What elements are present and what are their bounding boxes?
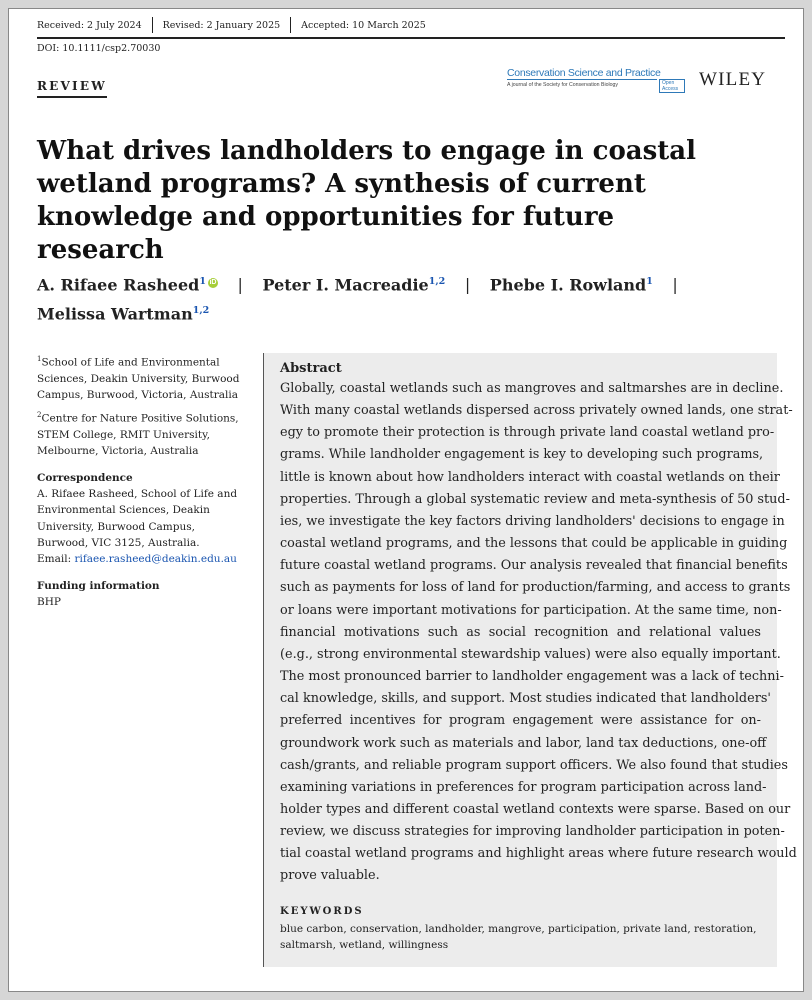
abstract-line: properties. Through a global systematic review and meta-synthesis of 50 stud- bbox=[280, 491, 790, 507]
author-affiliation-ref[interactable]: 1,2 bbox=[192, 305, 210, 317]
affiliation bbox=[37, 351, 247, 403]
abstract-line: The most pronounced barrier to landholder engagement was a lack of techni- bbox=[280, 669, 784, 685]
author-affiliation-ref[interactable]: 1,2 bbox=[428, 276, 446, 287]
journal-name: Conservation Science and Practice bbox=[507, 67, 661, 79]
journal-subtitle: A journal of the Society for Conservation Biology bbox=[507, 82, 619, 88]
abstract-line: egy to promote their protection is through private land coastal wetland pro- bbox=[280, 425, 775, 441]
logo-rule bbox=[507, 79, 657, 80]
author-name[interactable]: A. Rifaee Rasheed bbox=[37, 275, 200, 295]
abstract-line: such as payments for loss of land for production/farming, and access to grants bbox=[280, 580, 791, 596]
affiliation-text: Centre for Nature Positive Solutions, STEM College, RMIT University, Melbourne, Victoria, Australia bbox=[37, 412, 239, 458]
abstract-line: little is known about how landholders interact with coastal wetlands on their bbox=[280, 469, 780, 485]
author-name[interactable]: Peter I. Macreadie bbox=[262, 275, 429, 295]
abstract-body bbox=[280, 378, 797, 888]
publisher-logo[interactable]: WILEY bbox=[699, 69, 767, 90]
abstract-line: ies, we investigate the key factors driving landholders' decisions to engage in bbox=[280, 513, 785, 529]
abstract-line: coastal wetland programs, and the lessons that could be applicable in guiding bbox=[280, 536, 788, 552]
orcid-icon[interactable]: iD bbox=[209, 279, 217, 286]
divider bbox=[290, 17, 291, 33]
abstract-line: future coastal wetland programs. Our analysis revealed that financial benefits bbox=[280, 558, 788, 574]
funding-heading: Funding information bbox=[37, 579, 160, 592]
abstract-line: review, we discuss strategies for improving landholder participation in poten- bbox=[280, 824, 785, 840]
abstract-line: groundwork work such as materials and labor, land tax deductions, one-off bbox=[280, 735, 767, 751]
correspondence-heading: Correspondence bbox=[37, 471, 133, 484]
divider bbox=[152, 17, 153, 33]
abstract-line: examining variations in preferences for program participation across land- bbox=[280, 779, 767, 795]
affiliation-number: 2 bbox=[37, 411, 42, 420]
abstract-line: cash/grants, and reliable program support officers. We also found that studies bbox=[280, 757, 788, 773]
revised-date: Revised: 2 January 2025 bbox=[162, 19, 281, 31]
author-affiliation-ref[interactable]: 1 bbox=[199, 276, 206, 287]
abstract-line: tial coastal wetland programs and highlight areas where future research would bbox=[280, 846, 797, 862]
author-separator: | bbox=[464, 275, 471, 295]
article-info-column bbox=[37, 351, 247, 610]
article-title: What drives landholders to engage in coastal wetland programs? A synthesis of current knowledge and opportunities for future research bbox=[37, 136, 697, 265]
affiliation-number: 1 bbox=[37, 355, 42, 363]
email-label: Email: bbox=[37, 553, 75, 566]
abstract-line: financial motivations such as social recognition and relational values bbox=[280, 624, 761, 640]
abstract-line: (e.g., strong environmental stewardship values) were also equally important. bbox=[280, 646, 781, 662]
author-separator: | bbox=[237, 275, 243, 295]
abstract-line: or loans were important motivations for participation. At the same time, non- bbox=[280, 602, 782, 618]
keywords-heading: KEYWORDS bbox=[280, 905, 364, 917]
abstract-line: grams. While landholder engagement is key to developing such programs, bbox=[280, 447, 764, 463]
email-link[interactable]: rifaee.rasheed@deakin.edu.au bbox=[74, 553, 237, 566]
author-name[interactable]: Melissa Wartman bbox=[37, 304, 193, 324]
abstract-line: prove valuable. bbox=[280, 868, 380, 884]
paper-page bbox=[8, 8, 804, 992]
affiliation bbox=[37, 407, 247, 459]
publication-dates bbox=[37, 17, 436, 33]
abstract-line: cal knowledge, skills, and support. Most studies indicated that landholders' bbox=[280, 691, 771, 707]
section-label: REVIEW bbox=[37, 79, 107, 98]
correspondence-email bbox=[37, 551, 247, 567]
abstract-box bbox=[263, 353, 797, 967]
abstract-heading: Abstract bbox=[280, 361, 342, 376]
abstract-line: holder types and different coastal wetland contexts were sparse. Based on our bbox=[280, 801, 791, 817]
journal-logo[interactable] bbox=[507, 67, 685, 93]
author-list bbox=[37, 269, 777, 328]
keywords-text: blue carbon, conservation, landholder, mangrove, participation, private land, restoration, saltmarsh, wetland, willingness bbox=[280, 922, 757, 951]
author-affiliation-ref[interactable]: 1 bbox=[646, 276, 653, 287]
received-date: Received: 2 July 2024 bbox=[37, 19, 142, 31]
funding-text: BHP bbox=[37, 595, 61, 608]
abstract-line: With many coastal wetlands dispersed across privately owned lands, one strat- bbox=[280, 403, 793, 419]
accepted-date: Accepted: 10 March 2025 bbox=[301, 19, 426, 31]
open-access-badge: Open Access bbox=[659, 79, 685, 93]
author-separator: | bbox=[672, 275, 678, 295]
author-name[interactable]: Phebe I. Rowland bbox=[489, 275, 647, 295]
abstract-line: preferred incentives for program engagement were assistance for on- bbox=[280, 713, 761, 729]
doi[interactable]: DOI: 10.1111/csp2.70030 bbox=[37, 43, 161, 54]
correspondence-text: A. Rifaee Rasheed, School of Life and Environmental Sciences, Deakin University, Burwood Campus, Burwood, VIC 3125, Australia. bbox=[37, 488, 238, 549]
affiliation-text: School of Life and Environmental Sciences, Deakin University, Burwood Campus, Burwood, Victoria, Australia bbox=[37, 356, 240, 402]
abstract-line: Globally, coastal wetlands such as mangroves and saltmarshes are in decline. bbox=[280, 381, 784, 396]
header-rule bbox=[37, 37, 785, 39]
